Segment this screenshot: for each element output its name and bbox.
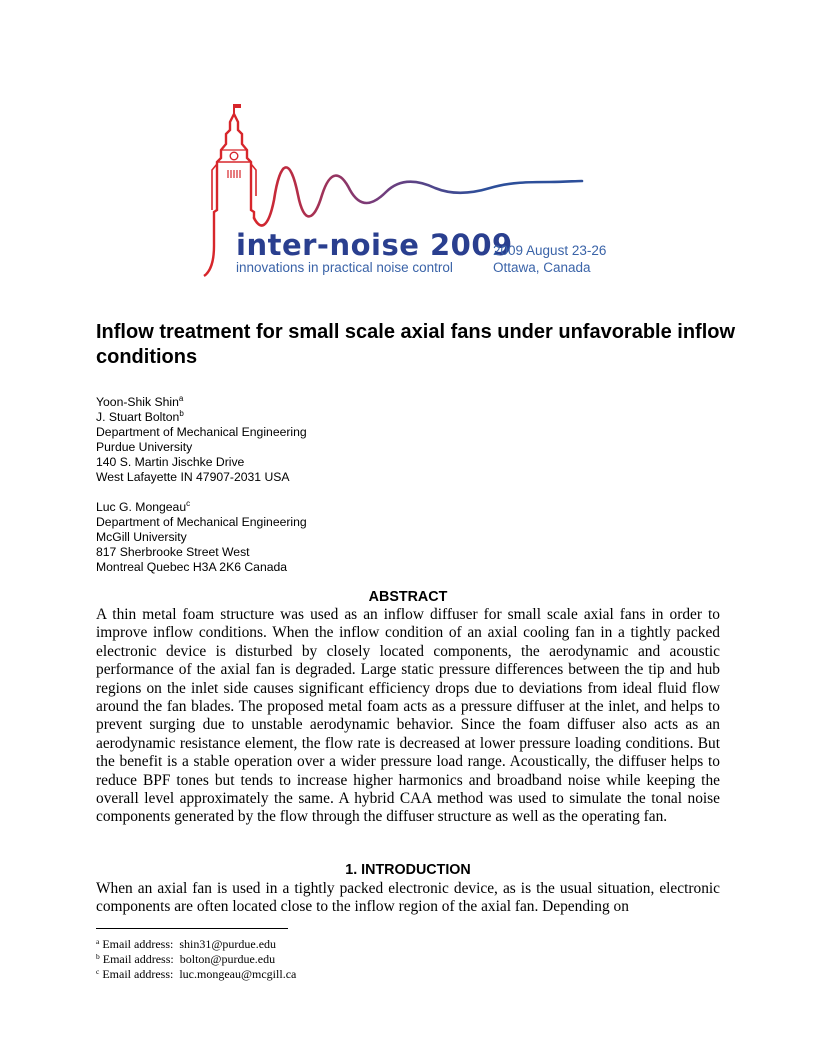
- footnote-mark: a: [96, 937, 100, 946]
- author-name: Yoon-Shik Shin: [96, 395, 179, 409]
- conference-tagline: innovations in practical noise control: [236, 260, 453, 275]
- footnote-label: Email address:: [102, 967, 174, 981]
- paper-title: Inflow treatment for small scale axial fans under unfavorable inflow conditions: [96, 321, 736, 368]
- affiliation-line: Department of Mechanical Engineering: [96, 515, 307, 529]
- affiliation-line: Purdue University: [96, 440, 193, 454]
- footnote: [96, 952, 275, 966]
- author-mongeau: [96, 500, 190, 515]
- author-name: J. Stuart Bolton: [96, 410, 180, 424]
- affiliation-line: Montreal Quebec H3A 2K6 Canada: [96, 560, 288, 574]
- author-name: Luc G. Mongeau: [96, 500, 187, 514]
- footnote: [96, 967, 296, 981]
- affiliation-line: 140 S. Martin Jischke Drive: [96, 455, 245, 469]
- footnote-label: Email address:: [102, 937, 174, 951]
- footnote-email[interactable]: shin31@purdue.edu: [179, 937, 277, 951]
- affiliation-line: West Lafayette IN 47907-2031 USA: [96, 470, 290, 484]
- author-bolton: [96, 410, 184, 425]
- introduction-text: When an axial fan is used in a tightly packed electronic device, as is the usual situation, electronic components are often located close to the inflow region of the axial fan. Depending on: [96, 880, 720, 916]
- conference-logo: [190, 100, 630, 290]
- author-shin: [96, 395, 183, 410]
- author-mark: b: [179, 409, 184, 418]
- footnote-divider: [96, 928, 288, 929]
- author-mark: a: [178, 394, 184, 403]
- author-mark: c: [186, 499, 191, 508]
- footnote: [96, 937, 276, 951]
- introduction-heading: 1. INTRODUCTION: [345, 862, 471, 878]
- footnote-mark: b: [96, 952, 100, 961]
- conference-brand: inter-noise 2009: [236, 228, 513, 262]
- abstract-text: A thin metal foam structure was used as an inflow diffuser for small scale axial fans in order to improve inflow conditions. When the inflow condition of an axial cooling fan in a tightly packed electronic device is disturbed by closely located components, the aerodynamic and acoustic performance of the axial fan is degraded. Large static pressure differences between the tip and hub regions on the inlet side causes significant efficiency drops due to deviations from ideal fluid flow around the fan blades. The proposed metal foam acts as a pressure diffuser at the inlet, and helps to prevent surging due to unstable aerodynamic behavior. Since the foam diffuser also acts as an aerodynamic resistance element, the flow rate is decreased at lower pressure loading conditions. But the benefit is a stable operation over a wider pressure load range. Acoustically, the diffuser helps to reduce BPF tones but tends to increase higher harmonics and broadband noise while keeping the overall level approximately the same. A hybrid CAA method was used to simulate the tonal noise components generated by the flow through the diffuser structure as well as the operating fan.: [96, 606, 720, 826]
- footnote-email[interactable]: luc.mongeau@mcgill.ca: [179, 967, 297, 981]
- footnote-email[interactable]: bolton@purdue.edu: [179, 952, 276, 966]
- conference-date: 2009 August 23-26: [493, 243, 607, 258]
- affiliation-line: McGill University: [96, 530, 187, 544]
- affiliation-line: 817 Sherbrooke Street West: [96, 545, 250, 559]
- abstract-heading: ABSTRACT: [368, 589, 448, 605]
- affiliation-line: Department of Mechanical Engineering: [96, 425, 307, 439]
- footnote-label: Email address:: [102, 952, 174, 966]
- footnote-mark: c: [96, 967, 100, 976]
- conference-place: Ottawa, Canada: [493, 260, 591, 275]
